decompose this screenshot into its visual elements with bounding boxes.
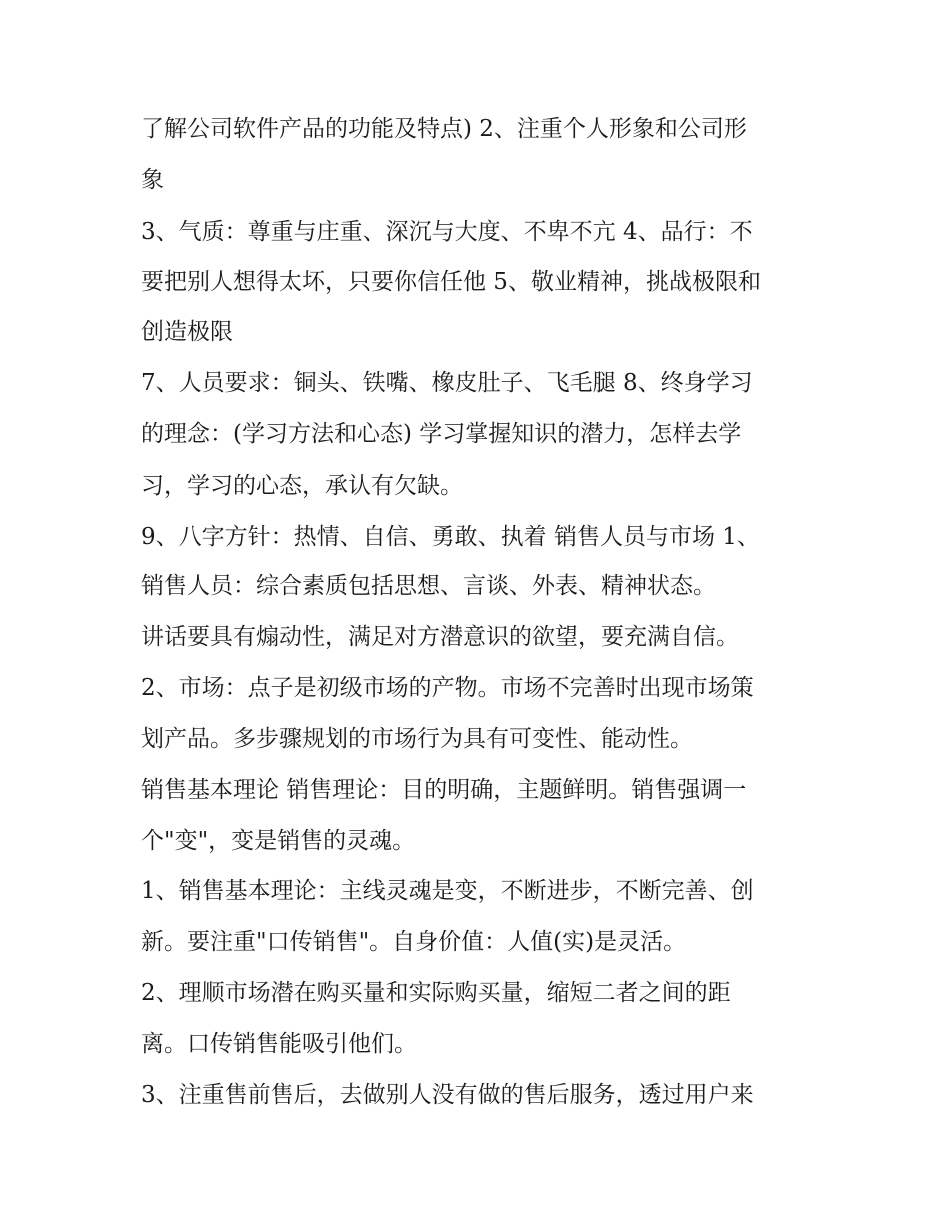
text-line: 2、市场：点子是初级市场的产物。市场不完善时出现市场策 [141,675,754,701]
text-line: 1、销售基本理论：主线灵魂是变，不断进步，不断完善、创 [141,878,754,904]
text-line: 的理念：(学习方法和心态) 学习掌握知识的潜力，怎样去学 [141,421,742,447]
text-line: 9、八字方针：热情、自信、勇敢、执着 销售人员与市场 1、 [141,524,760,550]
text-line: 销售基本理论 销售理论：目的明确，主题鲜明。销售强调一 [141,777,747,803]
text-line: 3、气质：尊重与庄重、深沉与大度、不卑不亢 4、品行：不 [141,219,753,245]
text-line: 创造极限 [141,319,233,345]
text-line: 习，学习的心态，承认有欠缺。 [141,473,463,499]
text-line: 7、人员要求：铜头、铁嘴、橡皮肚子、飞毛腿 8、终身学习 [141,370,753,396]
text-line: 2、理顺市场潜在购买量和实际购买量，缩短二者之间的距 [141,980,731,1006]
text-line: 了解公司软件产品的功能及特点) 2、注重个人形象和公司形 [141,116,747,142]
text-line: 新。要注重"口传销售"。自身价值：人值(实)是灵活。 [141,929,687,955]
text-line: 象 [141,167,164,193]
text-line: 离。口传销售能吸引他们。 [141,1031,417,1057]
text-line: 讲话要具有煽动性，满足对方潜意识的欲望，要充满自信。 [141,624,739,650]
text-line: 划产品。多步骤规划的市场行为具有可变性、能动性。 [141,726,693,752]
text-line: 销售人员：综合素质包括思想、言谈、外表、精神状态。 [141,573,716,599]
text-line: 3、注重售前售后，去做别人没有做的售后服务，透过用户来 [141,1082,754,1108]
text-line: 个"变"，变是销售的灵魂。 [141,828,416,854]
text-line: 要把别人想得太坏，只要你信任他 5、敬业精神，挑战极限和 [141,269,761,295]
